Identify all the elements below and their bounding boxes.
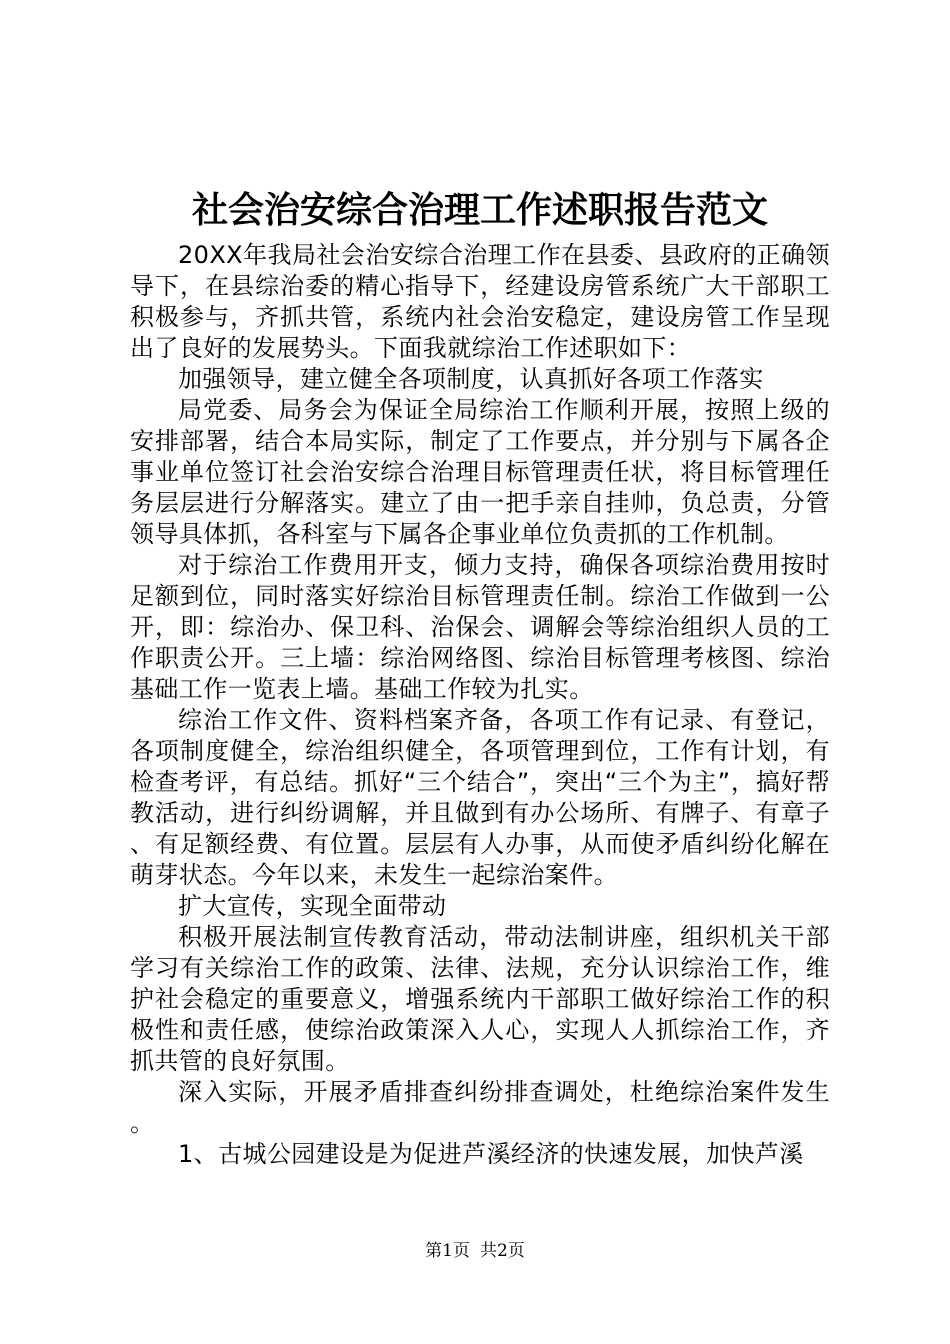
page-footer <box>0 1240 950 1262</box>
paragraph-leadership: 局党委、局务会为保证全局综治工作顺利开展，按照上级的安排部署，结合本局实际，制定了工作要点，并分别与下属各企事业单位签订社会治安综合治理目标管理责任状，将目标管理任务层层进行分解落实。建立了由一把手亲自挂帅，负总责，分管领导具体抓，各科室与下属各企事业单位负责抓的工作机制。 <box>130 396 830 548</box>
page-total: 共2页 <box>480 1241 525 1261</box>
paragraph-park-construction: 1、古城公园建设是为促进芦溪经济的快速发展，加快芦溪 <box>178 1140 804 1168</box>
paragraph-intro: 20XX年我局社会治安综合治理工作在县委、县政府的正确领导下，在县综治委的精心指导下，经建设房管系统广大干部职工积极参与，齐抓共管，系统内社会治安稳定，建设房管工作呈现出了良好的发展势头。下面我就综治工作述职如下： <box>130 241 830 362</box>
document-title: 社会治安综合治理工作述职报告范文 <box>191 189 768 231</box>
paragraph-publicity: 积极开展法制宣传教育活动，带动法制讲座，组织机关干部学习有关综治工作的政策、法律、法规，充分认识综治工作，维护社会稳定的重要意义，增强系统内干部职工做好综治工作的积极性和责任感，使综治政策深入人心，实现人人抓综治工作，齐抓共管的良好氛围。 <box>130 923 830 1075</box>
document-page <box>130 180 830 1170</box>
paragraph-records: 综治工作文件、资料档案齐备，各项工作有记录、有登记，各项制度健全，综治组织健全，各项管理到位，工作有计划，有检查考评，有总结。抓好“三个结合”，突出“三个为主”，搞好帮教活动，进行纠纷调解，并且做到有办公场所、有牌子、有章子、有足额经费、有位置。层层有人办事，从而使矛盾纠纷化解在萌芽状态。今年以来，未发生一起综治案件。 <box>130 706 830 889</box>
section-heading-leadership: 加强领导，建立健全各项制度，认真抓好各项工作落实 <box>178 365 764 393</box>
document-body <box>130 240 830 1170</box>
paragraph-funding: 对于综治工作费用开支，倾力支持，确保各项综治费用按时足额到位，同时落实好综治目标管理责任制。综治工作做到一公开，即：综治办、保卫科、治保会、调解会等综治组织人员的工作职责公开。三上墙：综治网络图、综治目标管理考核图、综治基础工作一览表上墙。基础工作较为扎实。 <box>130 551 830 703</box>
page-number: 第1页 <box>425 1241 470 1261</box>
section-heading-investigation: 深入实际，开展矛盾排查纠纷排查调处，杜绝综治案件发生。 <box>130 1078 830 1137</box>
section-heading-publicity: 扩大宣传，实现全面带动 <box>178 892 447 920</box>
